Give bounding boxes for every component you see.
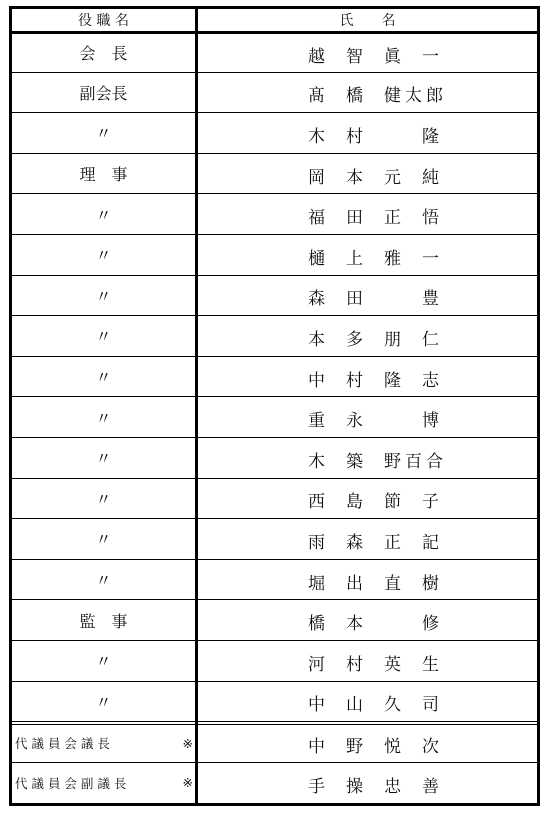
role-cell: [12, 276, 195, 316]
table-row: [12, 31, 537, 72]
name-part: 志: [422, 370, 439, 391]
name-cell: [198, 194, 537, 234]
name-part: 英: [384, 654, 401, 675]
name-part: 本: [346, 614, 363, 635]
header-role: 役 職 名: [78, 13, 129, 29]
name-part: 隆: [384, 370, 401, 391]
name-part: 野: [346, 737, 363, 758]
name-part: 上: [346, 248, 363, 269]
table-header-row: [12, 9, 537, 31]
table-row: [12, 275, 537, 316]
name-part: 一: [422, 248, 439, 269]
table-row: [12, 315, 537, 356]
role-text: 会 長: [79, 44, 128, 64]
table-row: [12, 153, 537, 194]
role-cell: [12, 560, 195, 600]
name-cell: [198, 682, 537, 722]
role-text: 〃: [95, 408, 112, 428]
name-part: 重: [308, 411, 325, 432]
table-row: [12, 681, 537, 722]
name-part: 木: [308, 451, 325, 472]
table-row: [12, 193, 537, 234]
name-cell: [198, 34, 537, 72]
name-part: 眞: [384, 46, 401, 67]
role-text: 〃: [95, 489, 112, 509]
table-row: [12, 762, 537, 803]
name-part: 橋: [308, 614, 325, 635]
role-text: 〃: [95, 530, 112, 550]
table-row: [12, 559, 537, 600]
name-part: 忠: [384, 776, 401, 797]
name-cell: [198, 276, 537, 316]
role-text: 代 議 員 会 議 長: [15, 736, 110, 752]
role-cell: [12, 397, 195, 437]
role-text: 理 事: [79, 165, 128, 185]
name-part: 木: [308, 126, 325, 147]
name-part: 節: [384, 492, 401, 513]
name-part: 隆: [422, 126, 439, 147]
name-cell: [198, 641, 537, 681]
role-text: 〃: [95, 692, 112, 712]
name-part: 樋: [308, 248, 325, 269]
role-text: 〃: [95, 327, 112, 347]
name-part: 山: [346, 695, 363, 716]
name-cell: [198, 560, 537, 600]
name-cell: [198, 600, 537, 640]
name-part: 森: [308, 289, 325, 310]
name-part: 西: [308, 492, 325, 513]
name-part: 髙: [308, 86, 325, 107]
name-part: 正: [384, 208, 401, 229]
name-part: 越: [308, 46, 325, 67]
role-cell: [12, 682, 195, 722]
role-text: 代 議 員 会 副 議 長: [15, 775, 127, 791]
name-part: 中: [308, 737, 325, 758]
name-part: 悟: [422, 208, 439, 229]
name-part: 博: [422, 411, 439, 432]
name-part: 悦: [384, 737, 401, 758]
name-cell: [198, 357, 537, 397]
role-text: 〃: [95, 205, 112, 225]
name-part: 善: [422, 776, 439, 797]
name-part: 田: [346, 208, 363, 229]
role-cell: [12, 519, 195, 559]
role-text: 〃: [95, 368, 112, 388]
header-name: 氏 名: [339, 13, 396, 29]
name-part: 元: [384, 167, 401, 188]
name-part: 豊: [422, 289, 439, 310]
name-part: 雨: [308, 532, 325, 553]
name-part: 健太郎: [384, 86, 447, 107]
role-text: 〃: [95, 246, 112, 266]
name-part: 橋: [346, 86, 363, 107]
role-cell: [12, 357, 195, 397]
name-cell: [198, 154, 537, 194]
table-row: [12, 518, 537, 559]
table-row: [12, 640, 537, 681]
role-text: 〃: [95, 571, 112, 591]
officers-table: [9, 6, 540, 806]
name-cell: [198, 73, 537, 113]
role-cell: [12, 316, 195, 356]
note-mark: ※: [182, 735, 193, 751]
name-part: 樹: [422, 573, 439, 594]
name-part: 仁: [422, 329, 439, 350]
role-text: 監 事: [79, 611, 128, 631]
name-part: 朋: [384, 329, 401, 350]
name-cell: [198, 519, 537, 559]
name-part: 中: [308, 370, 325, 391]
name-part: 修: [422, 614, 439, 635]
name-part: 次: [422, 737, 439, 758]
name-part: 出: [346, 573, 363, 594]
name-part: 福: [308, 208, 325, 229]
table-row: [12, 437, 537, 478]
name-part: 築: [346, 451, 363, 472]
role-cell: [12, 235, 195, 275]
name-cell: [198, 316, 537, 356]
role-text: 〃: [95, 652, 112, 672]
name-part: 操: [346, 776, 363, 797]
name-part: 雅: [384, 248, 401, 269]
name-part: 中: [308, 695, 325, 716]
role-text: 〃: [95, 124, 112, 144]
table-row: [12, 112, 537, 153]
name-part: 本: [346, 167, 363, 188]
name-part: 子: [422, 492, 439, 513]
name-cell: [198, 725, 537, 762]
table-row: [12, 356, 537, 397]
role-cell: [12, 194, 195, 234]
name-part: 純: [422, 167, 439, 188]
name-part: 村: [346, 654, 363, 675]
name-cell: [198, 397, 537, 437]
name-cell: [198, 113, 537, 153]
role-cell: [12, 73, 195, 113]
role-cell: [12, 34, 195, 72]
name-part: 田: [346, 289, 363, 310]
name-part: 司: [422, 695, 439, 716]
name-cell: [198, 235, 537, 275]
table-row: [12, 478, 537, 519]
name-part: 本: [308, 329, 325, 350]
name-cell: [198, 479, 537, 519]
name-part: 正: [384, 532, 401, 553]
name-part: 村: [346, 370, 363, 391]
table-row: [12, 599, 537, 640]
name-part: 森: [346, 532, 363, 553]
role-text: 〃: [95, 286, 112, 306]
table-row: [12, 396, 537, 437]
role-cell: [12, 479, 195, 519]
name-part: 生: [422, 654, 439, 675]
name-part: 直: [384, 573, 401, 594]
table-row: [12, 721, 537, 762]
name-part: 岡: [308, 167, 325, 188]
name-part: 島: [346, 492, 363, 513]
name-part: 河: [308, 654, 325, 675]
name-part: 永: [346, 411, 363, 432]
name-cell: [198, 763, 537, 803]
role-cell: [12, 438, 195, 478]
name-part: 記: [422, 532, 439, 553]
name-part: 野百合: [384, 451, 447, 472]
name-part: 久: [384, 695, 401, 716]
note-mark: ※: [182, 775, 193, 791]
role-cell: [12, 763, 195, 803]
name-part: 堀: [308, 573, 325, 594]
table-row: [12, 234, 537, 275]
role-cell: [12, 154, 195, 194]
name-part: 多: [346, 329, 363, 350]
name-part: 手: [308, 776, 325, 797]
table-row: [12, 72, 537, 113]
role-cell: [12, 725, 195, 762]
name-part: 一: [422, 46, 439, 67]
role-cell: [12, 113, 195, 153]
role-text: 〃: [95, 449, 112, 469]
name-part: 智: [346, 46, 363, 67]
name-part: 村: [346, 126, 363, 147]
role-text: 副会長: [79, 83, 128, 103]
role-cell: [12, 641, 195, 681]
role-cell: [12, 600, 195, 640]
name-cell: [198, 438, 537, 478]
